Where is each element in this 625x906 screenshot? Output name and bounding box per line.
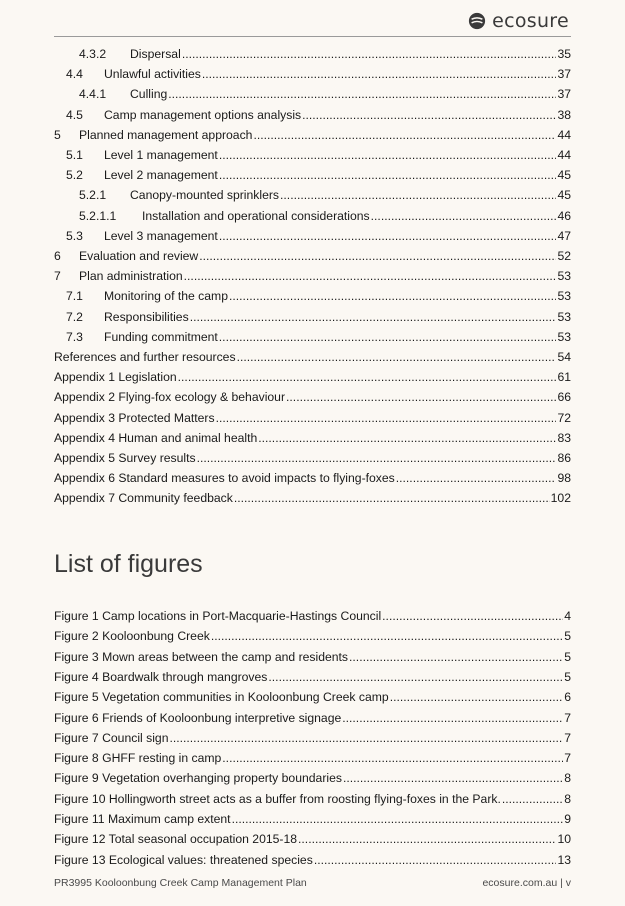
figure-entry[interactable]: [54, 706, 571, 726]
toc-entry[interactable]: [54, 446, 571, 466]
dot-leader: [197, 451, 557, 466]
dot-leader: [258, 431, 556, 446]
entry-title: Responsibilities: [104, 309, 189, 324]
toc-entry[interactable]: [54, 325, 571, 345]
entry-title: Canopy-mounted sprinklers: [130, 188, 280, 203]
figure-entry[interactable]: [54, 685, 571, 705]
dot-leader: [219, 148, 557, 163]
figure-entry[interactable]: [54, 807, 571, 827]
entry-page-number: 102: [550, 491, 571, 506]
entry-page-number: 44: [557, 127, 571, 142]
entry-page-number: 38: [557, 107, 571, 122]
entry-title: Figure 5 Vegetation communities in Kooloonbung Creek camp: [54, 690, 389, 705]
toc-entry[interactable]: [54, 163, 571, 183]
dot-leader: [237, 350, 557, 365]
toc-entry[interactable]: [54, 103, 571, 123]
figure-entry[interactable]: [54, 645, 571, 665]
figure-entry[interactable]: [54, 746, 571, 766]
entry-page-number: 35: [557, 47, 571, 61]
dot-leader: [302, 108, 556, 123]
footer-document-title: PR3995 Kooloonbung Creek Camp Management Plan: [54, 877, 307, 889]
dot-leader: [371, 209, 557, 224]
entry-page-number: 83: [557, 430, 571, 445]
dot-leader: [382, 609, 563, 624]
entry-title: Dispersal: [130, 47, 181, 61]
toc-entry[interactable]: [54, 82, 571, 102]
toc-entry[interactable]: [54, 42, 571, 62]
entry-number: 7.1: [66, 289, 83, 304]
dot-leader: [178, 370, 557, 385]
entry-number: 4.5: [66, 107, 83, 122]
dot-leader: [168, 87, 556, 102]
entry-page-number: 53: [557, 309, 571, 324]
figure-entry[interactable]: [54, 848, 571, 868]
toc-entry[interactable]: [54, 264, 571, 284]
entry-page-number: 5: [564, 649, 571, 664]
dot-leader: [182, 47, 557, 62]
entry-title: Figure 13 Ecological values: threatened species: [54, 852, 313, 867]
logo-text: ecosure: [492, 10, 569, 32]
entry-page-number: 13: [557, 852, 571, 867]
entry-number: 4.4: [66, 67, 83, 82]
entry-title: Funding commitment: [104, 329, 218, 344]
entry-page-number: 7: [564, 730, 571, 745]
entry-page-number: 5: [564, 669, 571, 684]
dot-leader: [199, 249, 556, 264]
dot-leader: [298, 832, 556, 847]
page-footer: [54, 877, 571, 889]
entry-title: Culling: [130, 87, 168, 102]
entry-title: Appendix 4 Human and animal health: [54, 430, 258, 445]
entry-title: Planned management approach: [79, 127, 253, 142]
entry-number: 5.2: [66, 168, 83, 183]
entry-number: 5.2.1.1: [79, 208, 117, 223]
entry-page-number: 45: [557, 188, 571, 203]
entry-number: 6: [54, 249, 61, 263]
dot-leader: [234, 491, 550, 506]
entry-title: Level 2 management: [104, 168, 218, 183]
entry-title: Monitoring of the camp: [104, 289, 228, 304]
entry-title: Installation and operational considerations: [142, 208, 370, 223]
entry-page-number: 37: [557, 67, 571, 82]
entry-title: Figure 2 Kooloonbung Creek: [54, 629, 210, 644]
entry-number: 5.2.1: [79, 188, 107, 203]
dot-leader: [396, 471, 557, 486]
toc-entry[interactable]: [54, 466, 571, 486]
entry-page-number: 4: [564, 609, 571, 623]
entry-page-number: 53: [557, 289, 571, 304]
dot-leader: [184, 269, 557, 284]
toc-entry[interactable]: [54, 62, 571, 82]
entry-page-number: 44: [557, 148, 571, 162]
dot-leader: [390, 690, 564, 705]
entry-title: Figure 12 Total seasonal occupation 2015-18: [54, 832, 298, 847]
dot-leader: [216, 411, 557, 426]
entry-page-number: 47: [557, 228, 571, 243]
figure-entry[interactable]: [54, 665, 571, 685]
dot-leader: [280, 188, 556, 203]
toc-entry[interactable]: [54, 385, 571, 405]
entry-title: Figure 11 Maximum camp extent: [54, 812, 231, 826]
figure-entry[interactable]: [54, 604, 571, 624]
entry-page-number: 66: [557, 390, 571, 405]
entry-page-number: 72: [557, 410, 571, 425]
entry-title: Figure 7 Council sign: [54, 730, 169, 745]
header-divider: [54, 36, 571, 37]
entry-title: Figure 3 Mown areas between the camp and residents: [54, 649, 349, 664]
entry-number: 5.1: [66, 148, 83, 162]
entry-title: Figure 9 Vegetation overhanging property boundaries: [54, 771, 342, 786]
dot-leader: [502, 792, 563, 807]
dot-leader: [219, 168, 557, 183]
entry-title: Unlawful activities: [104, 67, 201, 82]
entry-page-number: 52: [557, 249, 571, 263]
entry-number: 7.3: [66, 329, 83, 344]
toc-entry[interactable]: [54, 183, 571, 203]
entry-page-number: 61: [557, 370, 571, 385]
entry-title: Figure 4 Boardwalk through mangroves: [54, 669, 268, 684]
dot-leader: [232, 812, 564, 827]
dot-leader: [190, 310, 557, 325]
toc-entry[interactable]: [54, 305, 571, 325]
entry-page-number: 45: [557, 168, 571, 183]
entry-page-number: 5: [564, 629, 571, 644]
dot-leader: [314, 853, 557, 868]
entry-title: Appendix 6 Standard measures to avoid impacts to flying-foxes: [54, 471, 395, 486]
entry-title: References and further resources: [54, 350, 236, 364]
entry-page-number: 8: [564, 791, 571, 806]
dot-leader: [286, 390, 556, 405]
dot-leader: [349, 650, 563, 665]
toc-entry[interactable]: [54, 244, 571, 264]
dot-leader: [268, 670, 563, 685]
entry-page-number: 8: [564, 771, 571, 786]
entry-title: Appendix 2 Flying-fox ecology & behaviour: [54, 390, 286, 405]
entry-page-number: 7: [564, 751, 571, 766]
dot-leader: [343, 771, 563, 786]
entry-title: Appendix 3 Protected Matters: [54, 410, 215, 425]
entry-page-number: 37: [557, 87, 571, 102]
entry-page-number: 7: [564, 710, 571, 725]
toc-entry[interactable]: [54, 284, 571, 304]
figure-entry[interactable]: [54, 787, 571, 807]
entry-page-number: 86: [557, 451, 571, 465]
entry-page-number: 10: [557, 832, 571, 847]
dot-leader: [169, 731, 563, 746]
entry-number: 5.3: [66, 228, 83, 243]
dot-leader: [219, 229, 557, 244]
toc-entry[interactable]: [54, 204, 571, 224]
toc-entry[interactable]: [54, 426, 571, 446]
entry-page-number: 53: [557, 329, 571, 344]
entry-title: Evaluation and review: [79, 249, 199, 263]
entry-title: Figure 8 GHFF resting in camp: [54, 751, 222, 766]
entry-title: Figure 6 Friends of Kooloonbung interpretive signage: [54, 710, 342, 725]
toc-entry[interactable]: [54, 143, 571, 163]
footer-site-page: ecosure.com.au | v: [482, 877, 571, 889]
entry-number: 4.3.2: [79, 47, 107, 61]
toc-entry[interactable]: [54, 224, 571, 244]
figure-entry[interactable]: [54, 624, 571, 644]
dot-leader: [202, 67, 557, 82]
dot-leader: [229, 289, 556, 304]
entry-page-number: 46: [557, 208, 571, 223]
dot-leader: [222, 751, 563, 766]
dot-leader: [342, 711, 563, 726]
entry-page-number: 9: [564, 812, 571, 826]
entry-page-number: 53: [557, 269, 571, 284]
toc-entry[interactable]: [54, 365, 571, 385]
entry-number: 7: [54, 269, 61, 284]
entry-title: Camp management options analysis: [104, 107, 302, 122]
dot-leader: [253, 128, 556, 143]
entry-number: 7.2: [66, 309, 83, 324]
entry-page-number: 98: [557, 471, 571, 486]
dot-leader: [219, 330, 557, 345]
entry-title: Figure 1 Camp locations in Port-Macquarie-Hastings Council: [54, 609, 382, 623]
entry-number: 4.4.1: [79, 87, 107, 102]
entry-title: Level 3 management: [104, 228, 218, 243]
entry-title: Appendix 7 Community feedback: [54, 491, 233, 506]
entry-title: Appendix 1 Legislation: [54, 370, 177, 385]
toc-entry[interactable]: [54, 345, 571, 365]
ecosure-logo-icon: [468, 12, 486, 30]
figure-entry[interactable]: [54, 766, 571, 786]
figure-entry[interactable]: [54, 827, 571, 847]
toc-entry[interactable]: [54, 486, 571, 506]
figure-entry[interactable]: [54, 726, 571, 746]
entry-title: Plan administration: [79, 269, 183, 284]
entry-title: Figure 10 Hollingworth street acts as a buffer from roosting flying-foxes in the Park.: [54, 791, 501, 806]
toc-entry[interactable]: [54, 123, 571, 143]
entry-page-number: 6: [564, 690, 571, 705]
dot-leader: [211, 629, 563, 644]
entry-title: Appendix 5 Survey results: [54, 451, 196, 465]
list-of-figures-heading: List of figures: [54, 550, 203, 578]
entry-page-number: 54: [557, 350, 571, 364]
logo: [468, 10, 569, 32]
toc-entry[interactable]: [54, 406, 571, 426]
entry-title: Level 1 management: [104, 148, 218, 162]
entry-number: 5: [54, 127, 61, 142]
